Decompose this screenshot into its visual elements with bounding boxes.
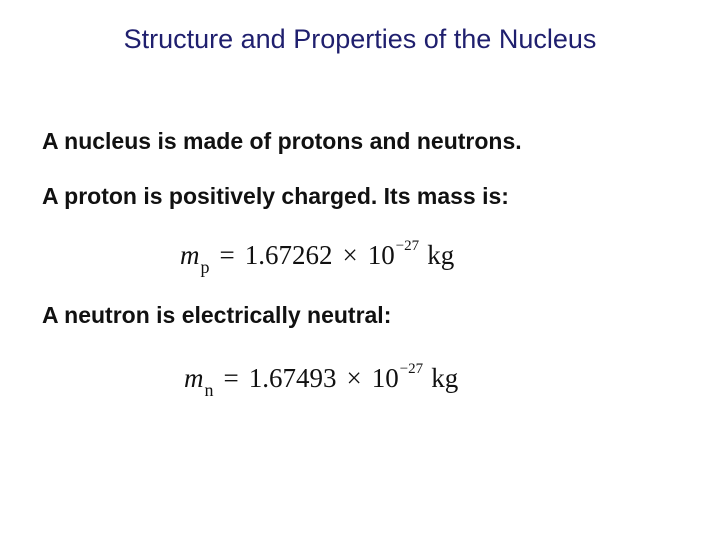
mass-unit: kg <box>431 363 459 393</box>
mass-unit: kg <box>427 240 455 270</box>
text-line-nucleus: A nucleus is made of protons and neutrons. <box>42 128 522 154</box>
mass-symbol: m <box>184 363 204 393</box>
power-base: 10 <box>367 240 395 270</box>
mass-subscript: n <box>204 380 214 400</box>
times-sign: × <box>342 240 358 270</box>
proton-mass-equation <box>180 238 455 277</box>
neutron-mass-equation <box>184 361 459 400</box>
times-sign: × <box>346 363 362 393</box>
mantissa: 1.67493 <box>248 363 337 393</box>
mantissa: 1.67262 <box>244 240 333 270</box>
slide-title: Structure and Properties of the Nucleus <box>123 24 597 54</box>
power-exponent: −27 <box>399 361 424 377</box>
mass-symbol: m <box>180 240 200 270</box>
mass-subscript: p <box>200 257 210 277</box>
power-exponent: −27 <box>395 238 420 254</box>
equals-sign: = <box>223 363 239 393</box>
text-line-neutron: A neutron is electrically neutral: <box>42 302 392 328</box>
power-base: 10 <box>371 363 399 393</box>
text-line-proton: A proton is positively charged. Its mass is: <box>42 183 509 209</box>
equals-sign: = <box>219 240 235 270</box>
